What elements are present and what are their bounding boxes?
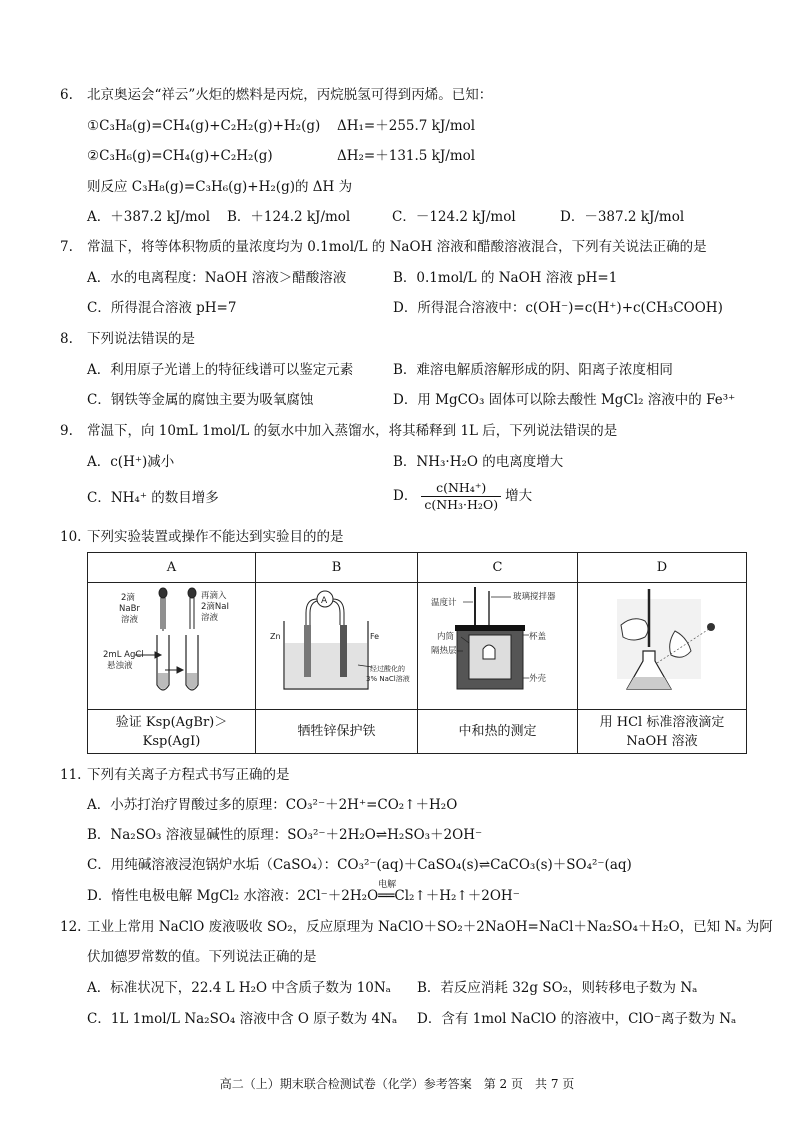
figure-b-solution-line2: 3% NaCl溶液: [365, 675, 410, 683]
q10-number: 10.: [60, 529, 82, 545]
q9-option-b: B．NH₃·H₂O 的电离度增大: [393, 454, 564, 470]
q8-option-c: C．钢铁等金属的腐蚀主要为吸氧腐蚀: [87, 392, 314, 408]
q6-option-d: D．－387.2 kJ/mol: [560, 209, 685, 225]
figure-c-lid-label: 杯盖: [528, 632, 546, 642]
figure-a-label-r3: 溶液: [200, 613, 218, 623]
q9-fraction: [421, 480, 501, 513]
figure-c-inner-label: 内筒: [436, 632, 454, 642]
q12-stem-line2: 伏加德罗常数的值。下列说法正确的是: [87, 949, 317, 965]
figure-b-solution-line1: 经过酸化的: [369, 665, 405, 673]
q7-option-b: B．0.1mol/L 的 NaOH 溶液 pH=1: [393, 270, 618, 286]
q11-option-d-left: D．惰性电极电解 MgCl₂ 水溶液：2Cl⁻＋2H₂O: [87, 888, 379, 904]
experiment-caption-b: 牺牲锌保护铁: [256, 710, 418, 754]
figure-c-thermometer-label: 温度计: [430, 598, 457, 608]
q6-ask: 则反应 C₃H₈(g)=C₃H₆(g)+H₂(g)的 ΔH 为: [87, 179, 353, 195]
q6-enthalpy-1: ΔH₁=＋255.7 kJ/mol: [337, 118, 476, 134]
figure-b-zn-label: Zn: [269, 632, 281, 641]
figure-a-label-r1: 再滴入: [200, 591, 227, 601]
electrolysis-sign: 电解 ══: [378, 887, 394, 905]
experiment-caption-d: 用 HCl 标准溶液滴定 NaOH 溶液: [578, 710, 747, 754]
figure-a-label-l2: NaBr: [118, 604, 140, 614]
q12-option-c: C．1L 1mol/L Na₂SO₄ 溶液中含 O 原子数为 4Nₐ: [87, 1011, 398, 1027]
q7-option-c: C．所得混合溶液 pH=7: [87, 300, 237, 316]
experiment-header-d: D: [578, 553, 747, 583]
q8-option-a: A．利用原子光谱上的特征线谱可以鉴定元素: [87, 362, 354, 378]
figure-d-cell: [578, 583, 747, 710]
figure-a-tube-2: [186, 635, 198, 690]
figure-a-label-b2: 悬浊液: [106, 661, 133, 671]
q6-number: 6.: [60, 87, 73, 103]
page-footer: 高二（上）期末联合检测试卷（化学）参考答案 第 2 页 共 7 页: [219, 1077, 575, 1091]
q11-option-c: C．用纯碱溶液浸泡锅炉水垢（CaSO₄）：CO₃²⁻(aq)＋CaSO₄(s)⇌CaCO₃(s)＋SO₄²⁻(aq): [87, 857, 632, 873]
q9-option-d-prefix: D．: [393, 488, 418, 504]
q12-number: 12.: [60, 919, 82, 935]
q11-stem: 下列有关离子方程式书写正确的是: [87, 767, 290, 783]
experiment-caption-c: 中和热的测定: [418, 710, 578, 754]
q9-number: 9.: [60, 423, 73, 439]
experiment-header-b: B: [256, 553, 418, 583]
eye-icon: [707, 623, 715, 631]
q11-number: 11.: [60, 767, 82, 783]
q8-option-d: D．用 MgCO₃ 固体可以除去酸性 MgCl₂ 溶液中的 Fe³⁺: [393, 392, 736, 408]
q12-option-d: D．含有 1mol NaClO 的溶液中，ClO⁻离子数为 Nₐ: [417, 1011, 737, 1027]
experiment-header-c: C: [418, 553, 578, 583]
left-hand: [621, 619, 648, 640]
figure-c-cell: [418, 583, 578, 710]
figure-c-calorimeter: [423, 585, 573, 703]
figure-a-label-b1: 2mL AgCl: [102, 650, 144, 660]
q6-reaction-2: ②C₃H₆(g)=CH₄(g)+C₂H₂(g): [87, 148, 273, 164]
q12-stem-line1: 工业上常用 NaClO 废液吸收 SO₂，反应原理为 NaClO＋SO₂＋2NaOH=NaCl＋Na₂SO₄＋H₂O，已知 Nₐ 为阿: [87, 919, 773, 935]
q11-option-a: A．小苏打治疗胃酸过多的原理：CO₃²⁻＋2H⁺=CO₂↑＋H₂O: [87, 797, 458, 813]
figure-b-cell: [256, 583, 418, 710]
figure-c-stirrer-label: 玻璃搅拌器: [512, 592, 556, 602]
q8-stem: 下列说法错误的是: [87, 331, 195, 347]
q9-option-a: A．c(H⁺)减小: [87, 454, 175, 470]
figure-c-shell-label: 外壳: [528, 674, 546, 684]
q8-number: 8.: [60, 331, 73, 347]
figure-b-fe-label: Fe: [369, 632, 379, 641]
q9-option-c: C．NH₄⁺ 的数目增多: [87, 490, 219, 506]
q6-option-b: B．＋124.2 kJ/mol: [227, 209, 351, 225]
q9-fraction-numerator: c(NH₄⁺): [421, 480, 501, 497]
q7-number: 7.: [60, 239, 73, 255]
electrolysis-condition: 电解: [378, 880, 397, 890]
figure-d-titration: [587, 585, 737, 703]
q12-option-b: B．若反应消耗 32g SO₂，则转移电子数为 Nₐ: [417, 980, 698, 996]
figure-a-dropper-1: [159, 588, 167, 631]
q7-option-d: D．所得混合溶液中：c(OH⁻)=c(H⁺)+c(CH₃COOH): [393, 300, 723, 316]
q8-option-b: B．难溶电解质溶解形成的阴、阳离子浓度相同: [393, 362, 673, 378]
figure-a-label-l3: 溶液: [120, 615, 138, 625]
figure-b-meter-label: A: [320, 596, 327, 606]
figure-a-dropper-2: [188, 588, 196, 629]
q7-stem: 常温下，将等体积物质的量浓度均为 0.1mol/L 的 NaOH 溶液和醋酸溶液混合，下列有关说法正确的是: [87, 239, 707, 255]
figure-a-label-l1: 2滴: [120, 593, 135, 603]
figure-a-test-tubes: [97, 585, 247, 703]
q11-option-d-right: Cl₂↑＋H₂↑＋2OH⁻: [394, 888, 520, 904]
figure-b-galvanic-cell: [262, 585, 412, 703]
q9-fraction-denominator: c(NH₃·H₂O): [424, 497, 499, 512]
q7-option-a: A．水的电离程度：NaOH 溶液＞醋酸溶液: [87, 270, 347, 286]
figure-a-arrows: [135, 652, 183, 673]
q9-option-d: [393, 480, 532, 513]
q6-stem: 北京奥运会“祥云”火炬的燃料是丙烷，丙烷脱氢可得到丙烯。已知：: [87, 87, 493, 103]
experiment-caption-a: 验证 Ksp(AgBr)＞Ksp(AgI): [88, 710, 256, 754]
q9-option-d-suffix: 增大: [505, 488, 533, 504]
figure-a-label-r2: 2滴NaI: [200, 602, 229, 612]
q11-option-d: [87, 880, 520, 905]
q6-enthalpy-2: ΔH₂=＋131.5 kJ/mol: [337, 148, 476, 164]
calorimeter-lid: [455, 625, 525, 631]
experiment-table: [87, 552, 747, 754]
q11-option-b: B．Na₂SO₃ 溶液显碱性的原理：SO₃²⁻＋2H₂O⇌H₂SO₃＋2OH⁻: [87, 827, 483, 843]
figure-a-cell: [88, 583, 256, 710]
figure-c-insulation-label: 隔热层: [430, 646, 457, 656]
q6-option-c: C．－124.2 kJ/mol: [392, 209, 516, 225]
q6-reaction-1: ①C₃H₈(g)=CH₄(g)+C₂H₂(g)+H₂(g): [87, 118, 321, 134]
q12-option-a: A．标准状况下，22.4 L H₂O 中含质子数为 10Nₐ: [87, 980, 391, 996]
experiment-header-a: A: [88, 553, 256, 583]
q6-option-a: A．＋387.2 kJ/mol: [87, 209, 211, 225]
q9-stem: 常温下，向 10mL 1mol/L 的氨水中加入蒸馏水，将其稀释到 1L 后，下列说法错误的是: [87, 423, 618, 439]
figure-a-tube-1: [157, 635, 169, 690]
q10-stem: 下列实验装置或操作不能达到实验目的的是: [87, 529, 344, 545]
